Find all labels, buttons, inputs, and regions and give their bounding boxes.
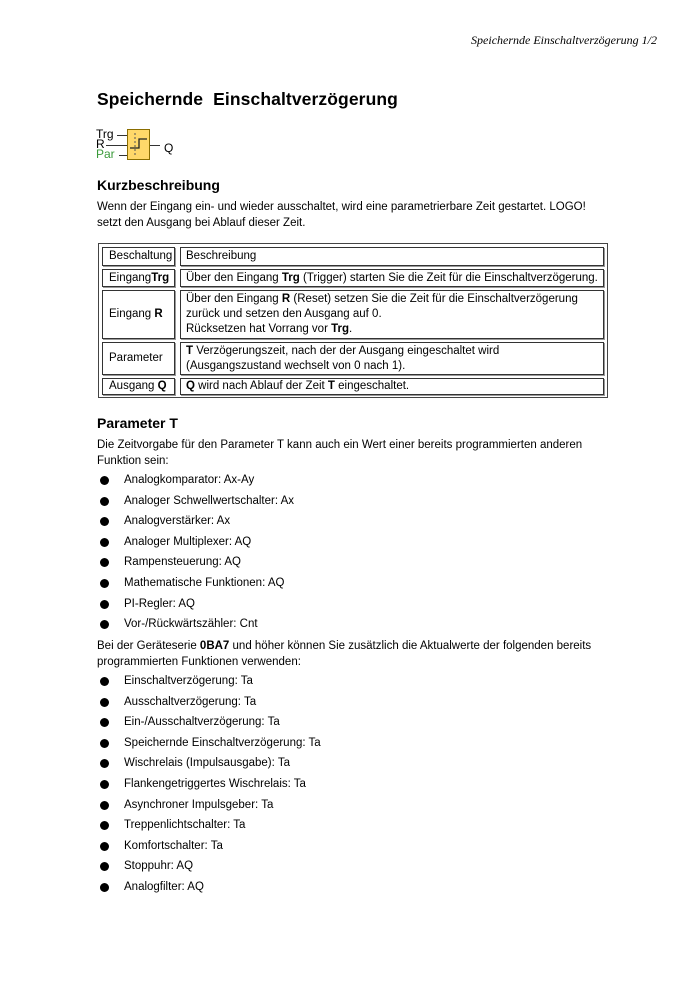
page-title [97, 89, 398, 110]
input-par-line [119, 155, 127, 156]
page-header: Speichernde Einschaltverzögerung 1/2 [471, 33, 657, 47]
function-list-2 [97, 671, 321, 898]
list-item: Treppenlichtschalter: Ta [97, 815, 321, 836]
list-item: Einschaltverzögerung: Ta [97, 671, 321, 692]
list-item: Ein-/Ausschaltverzögerung: Ta [97, 712, 321, 733]
header-beschaltung: Beschaltung [102, 247, 175, 266]
step-signal-icon [128, 130, 149, 159]
table-row [102, 290, 604, 339]
row-desc-trg: Über den Eingang Trg (Trigger) starten Sie die Zeit für die Einschaltverzögerung. [180, 269, 604, 287]
function-block-box [127, 129, 150, 160]
list-item: Komfortschalter: Ta [97, 836, 321, 857]
list-item: Analogkomparator: Ax-Ay [97, 470, 294, 491]
row-desc-parameter: T Verzögerungszeit, nach der der Ausgang eingeschaltet wird (Ausgangszustand wechselt von 0 nach 1). [180, 342, 604, 375]
param-line-2: Funktion sein: [97, 455, 169, 467]
parameter-t-mid: Bei der Geräteserie 0BA7 und höher können Sie zusätzlich die Aktualwerte der folgenden bereits programmierten Funktionen verwenden: [97, 640, 592, 668]
list-item: Vor-/Rückwärtszähler: Cnt [97, 614, 294, 635]
list-item: Wischrelais (Impulsausgabe): Ta [97, 753, 321, 774]
list-item: Stoppuhr: AQ [97, 856, 321, 877]
kurz-line-2: setzt den Ausgang bei Ablauf dieser Zeit. [97, 217, 306, 229]
input-trg-line [117, 135, 127, 136]
row-desc-r: Über den Eingang R (Reset) setzen Sie die Zeit für die Einschaltverzögerung zurück und setzen den Ausgang auf 0. Rücksetzen hat Vorrang vor Trg. [180, 290, 604, 339]
list-item: Mathematische Funktionen: AQ [97, 573, 294, 594]
parameter-t-heading: Parameter T [97, 415, 178, 431]
row-label-parameter: Parameter [102, 342, 175, 375]
function-block-symbol [96, 127, 186, 167]
input-r-line [106, 145, 127, 146]
list-item: Asynchroner Impulsgeber: Ta [97, 795, 321, 816]
title-word-2: Einschaltverzögerung [213, 89, 398, 109]
list-item: Flankengetriggertes Wischrelais: Ta [97, 774, 321, 795]
list-item: Ausschaltverzögerung: Ta [97, 692, 321, 713]
header-beschreibung [180, 247, 604, 266]
kurzbeschreibung-text [97, 199, 607, 231]
output-q-label: Q [164, 141, 174, 155]
row-label-q: Ausgang Q [102, 378, 175, 395]
input-trg-label: Trg [96, 127, 114, 141]
input-par-label: Par [96, 147, 115, 161]
list-item: Rampensteuerung: AQ [97, 552, 294, 573]
kurzbeschreibung-heading: Kurzbeschreibung [97, 177, 220, 193]
header-beschreibung-text: Beschreibung [186, 250, 257, 262]
function-list-1 [97, 470, 294, 635]
input-r-label: R [96, 137, 105, 151]
row-desc-q: Q wird nach Ablauf der Zeit T eingeschaltet. [180, 378, 604, 395]
list-item: Analogfilter: AQ [97, 877, 321, 898]
title-word-1: Speichernde [97, 89, 204, 109]
param-line-1: Die Zeitvorgabe für den Parameter T kann auch ein Wert einer bereits programmierten anderen [97, 439, 583, 451]
list-item: Analoger Schwellwertschalter: Ax [97, 491, 294, 512]
output-line [150, 145, 160, 146]
kurz-line-1: Wenn der Eingang ein- und wieder ausschaltet, wird eine parametrierbare Zeit gestartet. LOGO! [97, 201, 586, 213]
list-item: Analogverstärker: Ax [97, 511, 294, 532]
signal-table [98, 243, 608, 398]
table-row [102, 269, 604, 287]
parameter-t-intro [97, 437, 607, 469]
list-item: PI-Regler: AQ [97, 594, 294, 615]
table-row [102, 342, 604, 375]
table-header-row [102, 247, 604, 266]
list-item: Analoger Multiplexer: AQ [97, 532, 294, 553]
row-label-r: Eingang R [102, 290, 175, 339]
table-row [102, 378, 604, 395]
list-item: Speichernde Einschaltverzögerung: Ta [97, 733, 321, 754]
row-label-trg: Eingang Trg [102, 269, 175, 287]
